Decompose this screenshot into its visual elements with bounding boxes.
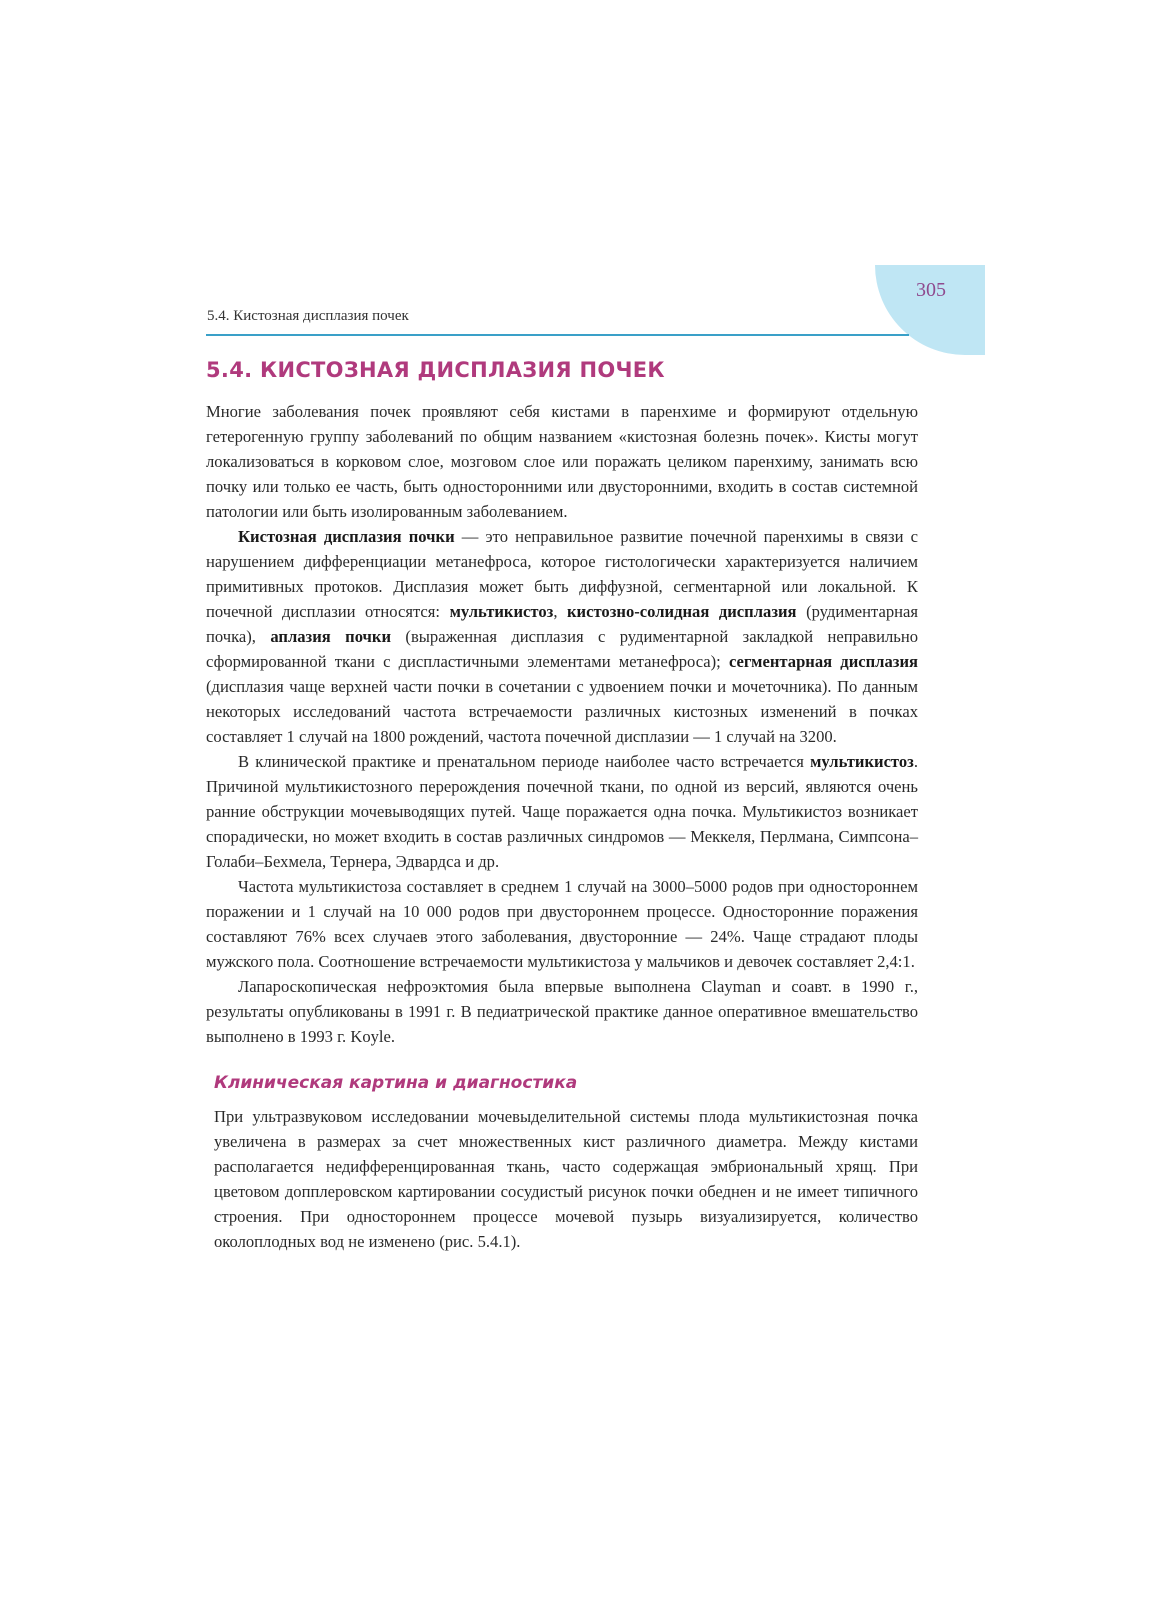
paragraph-clinical-practice: В клинической практике и пренатальном периоде наиболее часто встречается мультикистоз. Причиной мультикистозного перерождения почечной ткани, по одной из версий, являются очень ранние обструкции мочевыводящих путей. Чаще поражается одна почка. Мультикистоз возникает спорадически, но может входить в состав различных синдромов — Меккеля, Перлмана, Симпсона–Голаби–Бехмела, Тернера, Эдвардса и др. xyxy=(206,752,918,871)
paragraph-ultrasound: При ультразвуковом исследовании мочевыделительной системы плода мультикистозная почка увеличена в размерах за счет множественных кист различного диаметра. Между кистами располагается недифференцированная ткань, часто содержащая эмбриональный хрящ. При цветовом допплеровском картировании сосудистый рисунок почки обеднен и не имеет типичного строения. При одностороннем процессе мочевой пузырь визуализируется, количество околоплодных вод не изменено (рис. 5.4.1). xyxy=(214,1107,918,1251)
paragraph-frequency: Частота мультикистоза составляет в среднем 1 случай на 3000–5000 родов при одностороннем поражении и 1 случай на 10 000 родов при двустороннем процессе. Односторонние поражения составляют 76% всех случаев этого заболевания, двусторонние — 24%. Чаще страдают плоды мужского пола. Соотношение встречаемости мультикистоза у мальчиков и девочек составляет 2,4:1. xyxy=(206,877,918,971)
term-cystic-solid-dysplasia: кистозно-солидная дисплазия xyxy=(567,602,797,621)
term-multicystosis: мультикистоз xyxy=(449,602,554,621)
running-header: 5.4. Кистозная дисплазия почек xyxy=(207,308,409,324)
paragraph-nephrectomy: Лапароскопическая нефроэктомия была впервые выполнена Clayman и соавт. в 1990 г., результаты опубликованы в 1991 г. В педиатрической практике данное оперативное вмешательство выполнено в 1993 г. Koyle. xyxy=(206,977,918,1046)
section-title: 5.4. КИСТОЗНАЯ ДИСПЛАЗИЯ ПОЧЕК xyxy=(206,358,665,382)
paragraph-intro: Многие заболевания почек проявляют себя кистами в паренхиме и формируют отдельную гетерогенную группу заболеваний по общим названием «кистозная болезнь почек». Кисты могут локализоваться в корковом слое, мозговом слое или поражать целиком паренхиму, занимать всю почку или только ее часть, быть односторонними или двусторонними, входить в состав системной патологии или быть изолированным заболеванием. xyxy=(206,402,918,521)
term-cystic-dysplasia: Кистозная дисплазия почки xyxy=(238,527,455,546)
section-body xyxy=(206,399,918,1254)
subsection-title: Клиническая картина и диагностика xyxy=(214,1073,578,1093)
term-segmental-dysplasia: сегментарная дисплазия xyxy=(728,652,918,671)
term-multicystosis-2: мультикистоз xyxy=(810,752,914,771)
term-kidney-aplasia: аплазия почки xyxy=(270,627,392,646)
page-number: 305 xyxy=(916,279,946,301)
paragraph-definition: Кистозная дисплазия почки — это неправильное развитие почечной паренхимы в связи с нарушением дифференциации метанефроса, которое гистологически характеризуется наличием примитивных протоков. Дисплазия может быть диффузной, сегментарной или локальной. К почечной дисплазии относятся: мультикистоз, кистозно-солидная дисплазия (рудиментарная почка), аплазия почки (выраженная дисплазия с рудиментарной закладкой неправильно сформированной ткани с диспластичными элементами метанефроса); сегментарная дисплазия (дисплазия чаще верхней части почки в сочетании с удвоением почки и мочеточника). По данным некоторых исследований частота встречаемости различных кистозных изменений в почках составляет 1 случай на 1800 рождений, частота почечной дисплазии — 1 случай на 3200. xyxy=(206,527,918,746)
header-rule xyxy=(206,334,909,336)
